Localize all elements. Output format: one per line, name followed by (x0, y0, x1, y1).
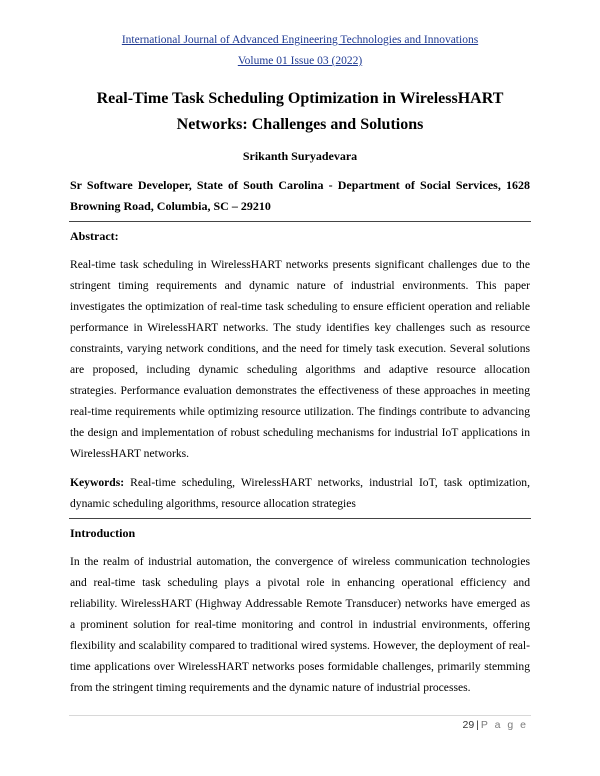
abstract-line: strategies. Performance evaluation demonstrates the effectiveness of these approaches in meeting (70, 384, 530, 397)
abstract-line: are proposed, including dynamic scheduling algorithms and adaptive resource allocation (70, 363, 530, 376)
journal-name-link[interactable]: International Journal of Advanced Engineering Technologies and Innovations (121, 34, 479, 46)
abstract-line: real-time requirements while optimizing resource utilization. The findings contribute to advancing (70, 405, 530, 418)
introduction-line: time applications over WirelessHART networks poses formidable challenges, primarily stemming (70, 660, 530, 673)
abstract-line: investigates the optimization of real-time task scheduling to ensure efficient operation and reliable (70, 300, 530, 313)
footer-divider (69, 715, 531, 716)
affiliation-line-2: Browning Road, Columbia, SC – 29210 (70, 199, 271, 213)
keywords-label: Keywords: (70, 476, 125, 489)
paper-title-line-1: Real-Time Task Scheduling Optimization in WirelessHART (96, 90, 504, 107)
abstract-line: performance in WirelessHART networks. The study identifies key challenges such as resource (70, 321, 530, 334)
footer-separator: | (476, 719, 479, 731)
page-footer (462, 719, 528, 731)
introduction-line: flexibility and scalability compared to traditional wired systems. However, the deployment of real- (70, 639, 530, 652)
keywords-text: Real-time scheduling, WirelessHART networks, industrial IoT, task optimization, (130, 476, 530, 489)
affiliation-line-1: Sr Software Developer, State of South Carolina - Department of Social Services, 1628 (70, 178, 530, 192)
abstract-line: the design and implementation of robust scheduling mechanisms for industrial IoT applications in (70, 426, 530, 439)
abstract-line: constraints, varying network conditions, and the need for timely task execution. Several solutions (70, 342, 530, 355)
page-number: 29 (462, 719, 475, 731)
abstract-line: Real-time task scheduling in WirelessHART networks presents significant challenges due to the (70, 258, 530, 271)
introduction-line: In the realm of industrial automation, the convergence of wireless communication technologies (70, 555, 530, 568)
paper-title-line-2: Networks: Challenges and Solutions (176, 116, 424, 133)
page-label: P a g e (480, 719, 528, 731)
abstract-line: stringent timing requirements and dynamic nature of industrial environments. This paper (70, 279, 530, 292)
introduction-line: a prominent solution for real-time monitoring and control in industrial environments, offering (70, 618, 530, 631)
author-name: Srikanth Suryadevara (242, 149, 358, 163)
introduction-line: reliability. WirelessHART (Highway Addressable Remote Transducer) networks have emerged as (70, 597, 530, 610)
introduction-line: from the stringent timing requirements and the dynamic nature of industrial processes. (70, 681, 471, 694)
keywords-line-2: dynamic scheduling algorithms, resource allocation strategies (70, 497, 356, 510)
abstract-line: WirelessHART networks. (70, 447, 190, 460)
abstract-heading: Abstract: (70, 229, 119, 243)
section-divider (69, 518, 531, 519)
section-divider (69, 221, 531, 222)
introduction-line: and real-time task scheduling plays a pivotal role in enhancing operational efficiency and (70, 576, 530, 589)
journal-volume-link[interactable]: Volume 01 Issue 03 (2022) (237, 55, 363, 67)
keywords-line-1 (70, 476, 530, 489)
introduction-heading: Introduction (70, 526, 136, 540)
